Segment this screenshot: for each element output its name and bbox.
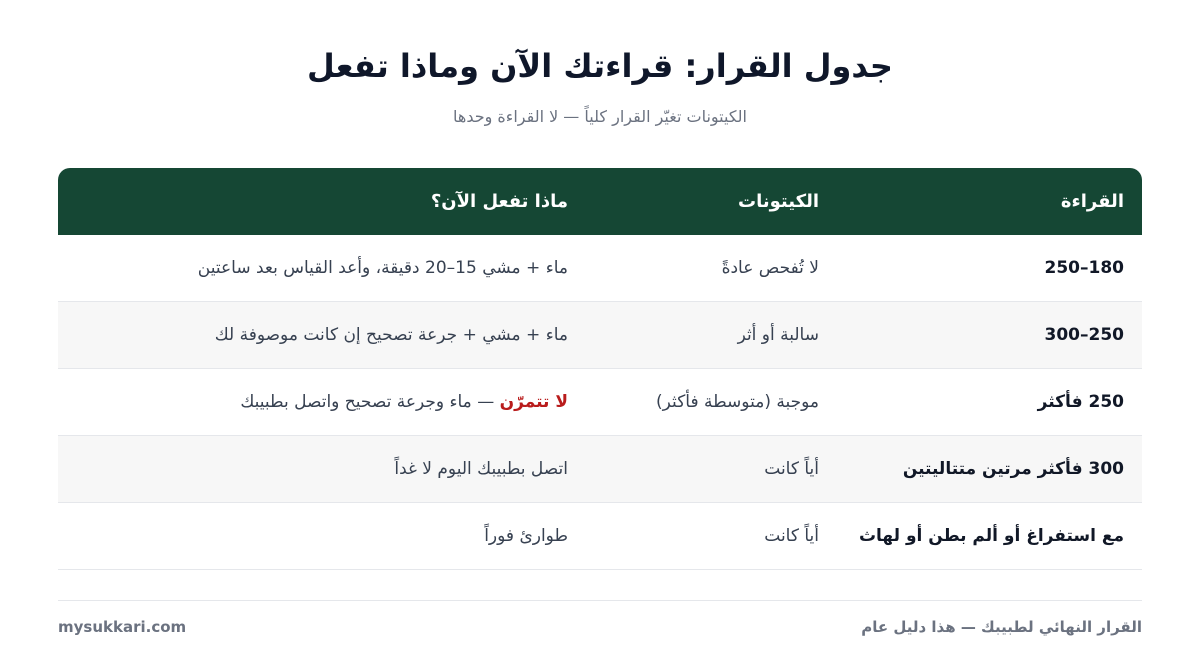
footer-disclaimer: القرار النهائي لطبيبك — هذا دليل عام [861,618,1142,636]
header-ketones: الكيتونات [738,191,819,212]
page-title: جدول القرار: قراءتك الآن وماذا تفعل [307,47,893,85]
action-text: — ماء وجرعة تصحيح واتصل بطبيبك [240,392,500,412]
cell-action [58,258,568,278]
cell-ketones: لا تُفحص عادةً [721,258,819,278]
cell-action [58,459,568,479]
table-row [58,503,1142,570]
cell-ketones: أياً كانت [764,526,819,546]
action-text: طوارئ فوراً [484,526,568,546]
table-row [58,369,1142,436]
action-text: ماء + مشي 15–20 دقيقة، وأعد القياس بعد ساعتين [197,258,568,278]
action-text: اتصل بطبيبك اليوم لا غداً [394,459,568,479]
table-row [58,235,1142,302]
cell-action [58,392,568,412]
cell-reading: 180–250 [1044,258,1124,278]
cell-action [58,526,568,546]
header-reading: القراءة [1060,191,1124,212]
cell-reading: 250–300 [1044,325,1124,345]
page-subtitle: الكيتونات تغيّر القرار كلياً — لا القراءة وحدها [453,107,747,126]
cell-reading: 250 فأكثر [1037,392,1124,412]
cell-reading: 300 فأكثر مرتين متتاليتين [902,459,1124,479]
cell-reading: مع استفراغ أو ألم بطن أو لهاث [858,526,1124,546]
cell-ketones: موجبة (متوسطة فأكثر) [656,392,819,412]
cell-action [58,325,568,345]
table-row [58,302,1142,369]
action-warning: لا تتمرّن [499,392,568,412]
cell-ketones: سالبة أو أثر [737,325,819,345]
table-row [58,436,1142,503]
action-text: ماء + مشي + جرعة تصحيح إن كانت موصوفة لك [214,325,568,345]
decision-table [58,168,1142,570]
table-header [58,168,1142,235]
header-action: ماذا تفعل الآن؟ [430,191,568,212]
footer-site-link[interactable]: mysukkari.com [58,618,187,636]
cell-ketones: أياً كانت [764,459,819,479]
footer-divider [58,600,1142,601]
